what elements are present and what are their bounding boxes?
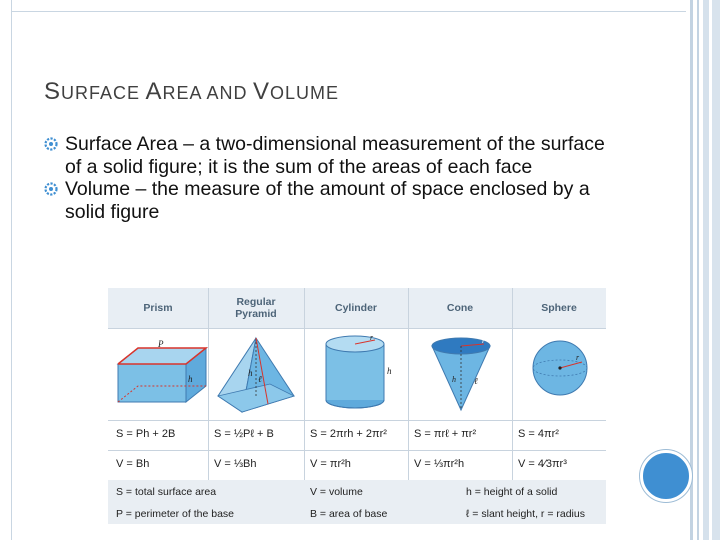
slide-title: SURFACE AREA AND VOLUME <box>44 78 340 105</box>
slide-frame-left <box>11 0 12 540</box>
bullet-gear-icon <box>44 182 58 196</box>
row-divider <box>108 328 606 329</box>
formula-sphere-volume: V = 4⁄3πr³ <box>518 458 567 470</box>
legend-b: B = area of base <box>310 508 388 520</box>
bullet-gear-icon <box>44 137 58 151</box>
legend-s: S = total surface area <box>116 486 217 498</box>
cylinder-label-r: r <box>370 334 374 342</box>
row-divider <box>108 450 606 451</box>
header-sphere: Sphere <box>541 302 577 314</box>
header-cylinder: Cylinder <box>334 302 377 314</box>
right-border-bar <box>697 0 699 540</box>
legend-v: V = volume <box>310 486 363 498</box>
formula-sphere-surface: S = 4πr² <box>518 428 559 440</box>
legend-l-r: ℓ = slant height, r = radius <box>466 508 585 520</box>
right-border-bar <box>712 0 720 540</box>
formula-cylinder-volume: V = πr²h <box>310 458 351 470</box>
legend-p: P = perimeter of the base <box>116 508 235 520</box>
header-pyramid: Regular Pyramid <box>235 296 277 320</box>
pyramid-label-h: h <box>248 368 253 378</box>
row-divider <box>108 420 606 421</box>
formula-pyramid-surface: S = ½Pℓ + B <box>214 428 274 440</box>
formula-cone-surface: S = πrℓ + πr² <box>414 428 477 440</box>
formula-prism-surface: S = Ph + 2B <box>116 428 176 440</box>
bullet-surface-area: Surface Area – a two-dimensional measurement of the surface of a solid figure; it is the sum of the areas of each face <box>44 133 624 178</box>
header-cone: Cone <box>446 302 474 314</box>
cone-label-r: r <box>482 336 486 345</box>
cone-label-h: h <box>452 375 456 384</box>
prism-label-h: h <box>188 374 193 384</box>
slide-frame-top <box>11 11 686 12</box>
pyramid-label-l: ℓ <box>258 374 262 384</box>
prism-label-p: P <box>158 339 164 349</box>
cylinder-figure <box>320 334 400 412</box>
header-prism: Prism <box>143 302 173 314</box>
prism-figure <box>116 338 208 414</box>
decorative-circle <box>640 450 692 502</box>
legend-h: h = height of a solid <box>466 486 558 498</box>
cylinder-label-h: h <box>387 366 392 376</box>
column-divider <box>304 288 305 488</box>
cone-label-l: ℓ <box>474 376 478 386</box>
right-border-bar <box>703 0 709 540</box>
sphere-figure <box>532 338 592 398</box>
pyramid-figure <box>212 334 302 418</box>
formula-cone-volume: V = ⅓πr²h <box>414 458 465 470</box>
cone-figure <box>424 334 504 414</box>
formula-cylinder-surface: S = 2πrh + 2πr² <box>310 428 387 440</box>
formula-prism-volume: V = Bh <box>116 458 150 470</box>
bullet-list <box>44 133 624 223</box>
column-divider <box>512 288 513 488</box>
column-divider <box>408 288 409 488</box>
column-divider <box>208 288 209 488</box>
formula-pyramid-volume: V = ⅓Bh <box>214 458 257 470</box>
formula-table <box>108 288 606 524</box>
bullet-volume: Volume – the measure of the amount of space enclosed by a solid figure <box>44 178 624 223</box>
sphere-label-r: r <box>576 353 580 362</box>
right-border-bar <box>690 0 693 540</box>
